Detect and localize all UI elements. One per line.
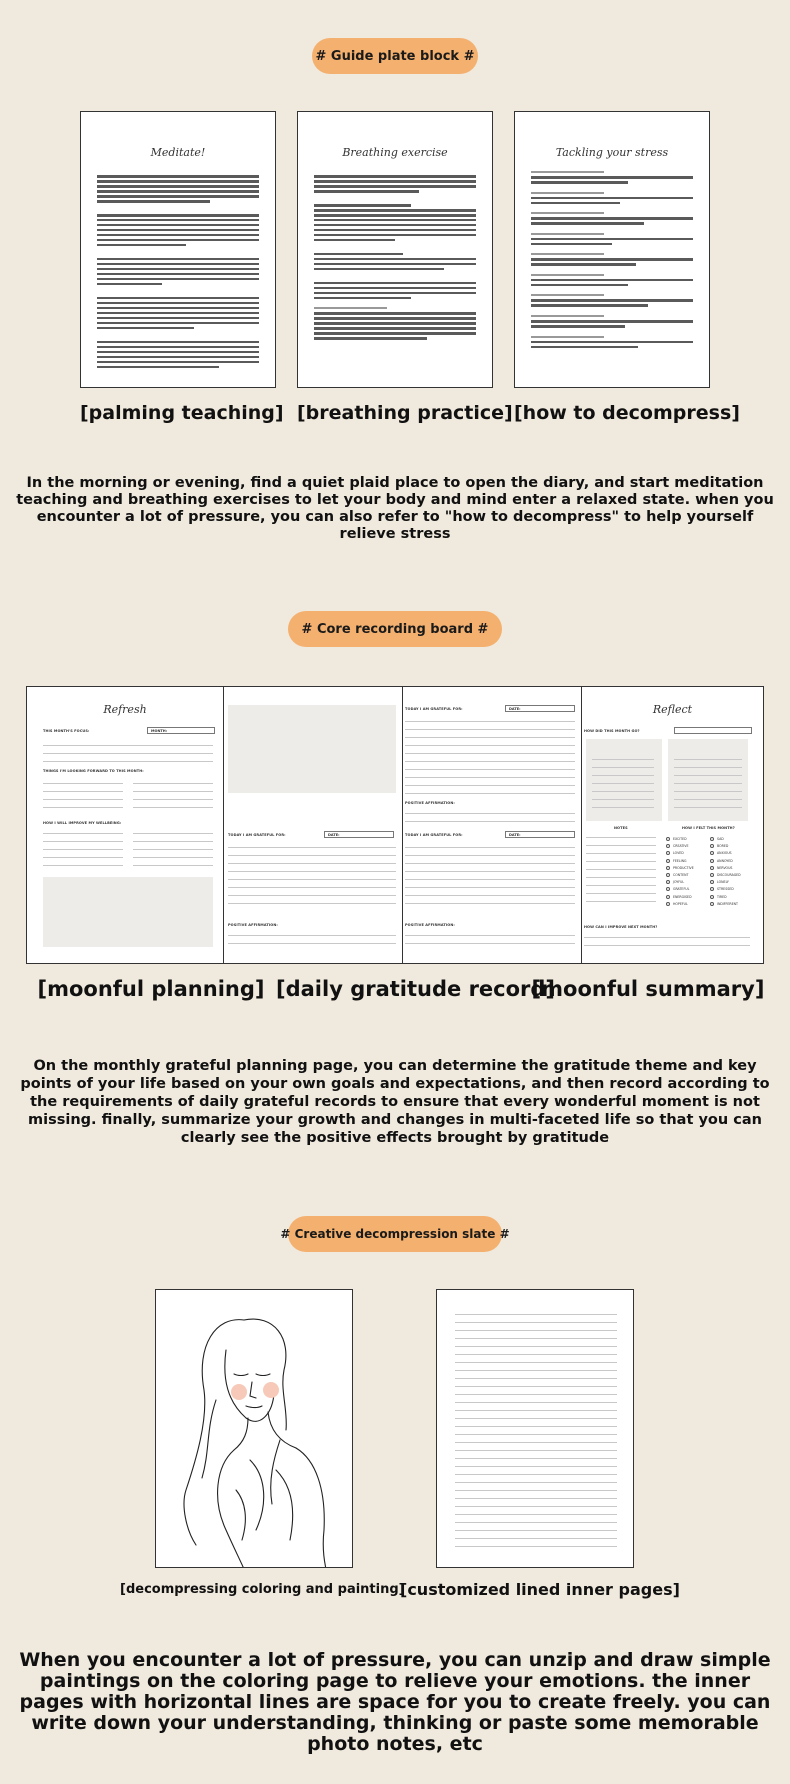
caption-lined-inner-pages: [customized lined inner pages] [400,1580,680,1599]
body-text [314,175,476,340]
section-title-guide: # Guide plate block # [312,38,478,74]
caption-palming-teaching: [palming teaching] [80,402,284,424]
caption-daily-gratitude-record: [daily gratitude record] [276,977,556,1001]
line-art-woman-illustration [156,1290,353,1568]
page-heading: Meditate! [150,146,206,159]
page-heading: Breathing exercise [342,146,448,159]
creative-description: When you encounter a lot of pressure, you can unzip and draw simple paintings on the coloring page to relieve your emotions. the inner pages with horizontal lines are space for you to create freely. you can write down your understanding, thinking or paste some memorable photo notes, etc [19,1649,771,1755]
body-text [531,171,693,348]
caption-moonful-summary: [moonful summary] [531,977,765,1001]
guide-page-breathing [297,111,493,388]
caption-moonful-planning: [moonful planning] [37,977,265,1001]
caption-breathing-practice: [breathing practice] [297,402,513,424]
core-description: On the monthly grateful planning page, you can determine the gratitude theme and key points of your life based on your own goals and expectations, and then record according to the requirements of daily grateful records to ensure that every wonderful moment is not missing. finally, summarize your growth and changes in multi-faceted life so that you can clearly see the positive effects brought by gratitude [20,1058,770,1146]
guide-description: In the morning or evening, find a quiet plaid place to open the diary, and start meditation teaching and breathing exercises to let your body and mind enter a relaxed state. when you encounter a lot of pressure, you can also refer to "how to decompress" to help yourself relieve stress [16,475,774,542]
planner-page-gratitude-1: TODAY I AM GRATEFUL FOR: DATE: POSITIVE AFFIRMATION: [223,686,403,964]
guide-page-stress [514,111,710,388]
planner-page-reflect: Reflect HOW DID THIS MONTH GO? NOTES HOW I FELT THIS MONTH? EXCITED CREATIVE LOVED FEELING PRODUCTIVE CONTENT JOYFUL GRATEFUL ENERGISED HOPEFUL SAD BORED ANXIOUS ANNOYED NERVOUS DISCOURAGED LONELY STRESSED TIRED INDIFFERENT HOW CAN I IMPROVE NEXT MONTH? [581,686,764,964]
section-title-core: # Core recording board # [288,611,502,647]
guide-page-meditate [80,111,276,388]
body-text [97,175,259,368]
section-title-creative: # Creative decompression slate # [288,1216,502,1252]
coloring-page [155,1289,353,1568]
planner-page-gratitude-2: TODAY I AM GRATEFUL FOR: DATE: POSITIVE AFFIRMATION: TODAY I AM GRATEFUL FOR: DATE: POSITIVE AFFIRMATION: [402,686,582,964]
page-heading: Tackling your stress [555,146,669,159]
planner-page-refresh: Refresh THIS MONTH'S FOCUS: MONTH: THINGS I'M LOOKING FORWARD TO THIS MONTH: HOW I WILL IMPROVE MY WELLBEING: [26,686,224,964]
page-heading: Reflect [652,703,693,716]
page-heading: Refresh [103,703,147,716]
lined-inner-page [436,1289,634,1568]
caption-coloring-painting: [decompressing coloring and painting] [120,1582,405,1597]
caption-how-to-decompress: [how to decompress] [514,402,740,424]
